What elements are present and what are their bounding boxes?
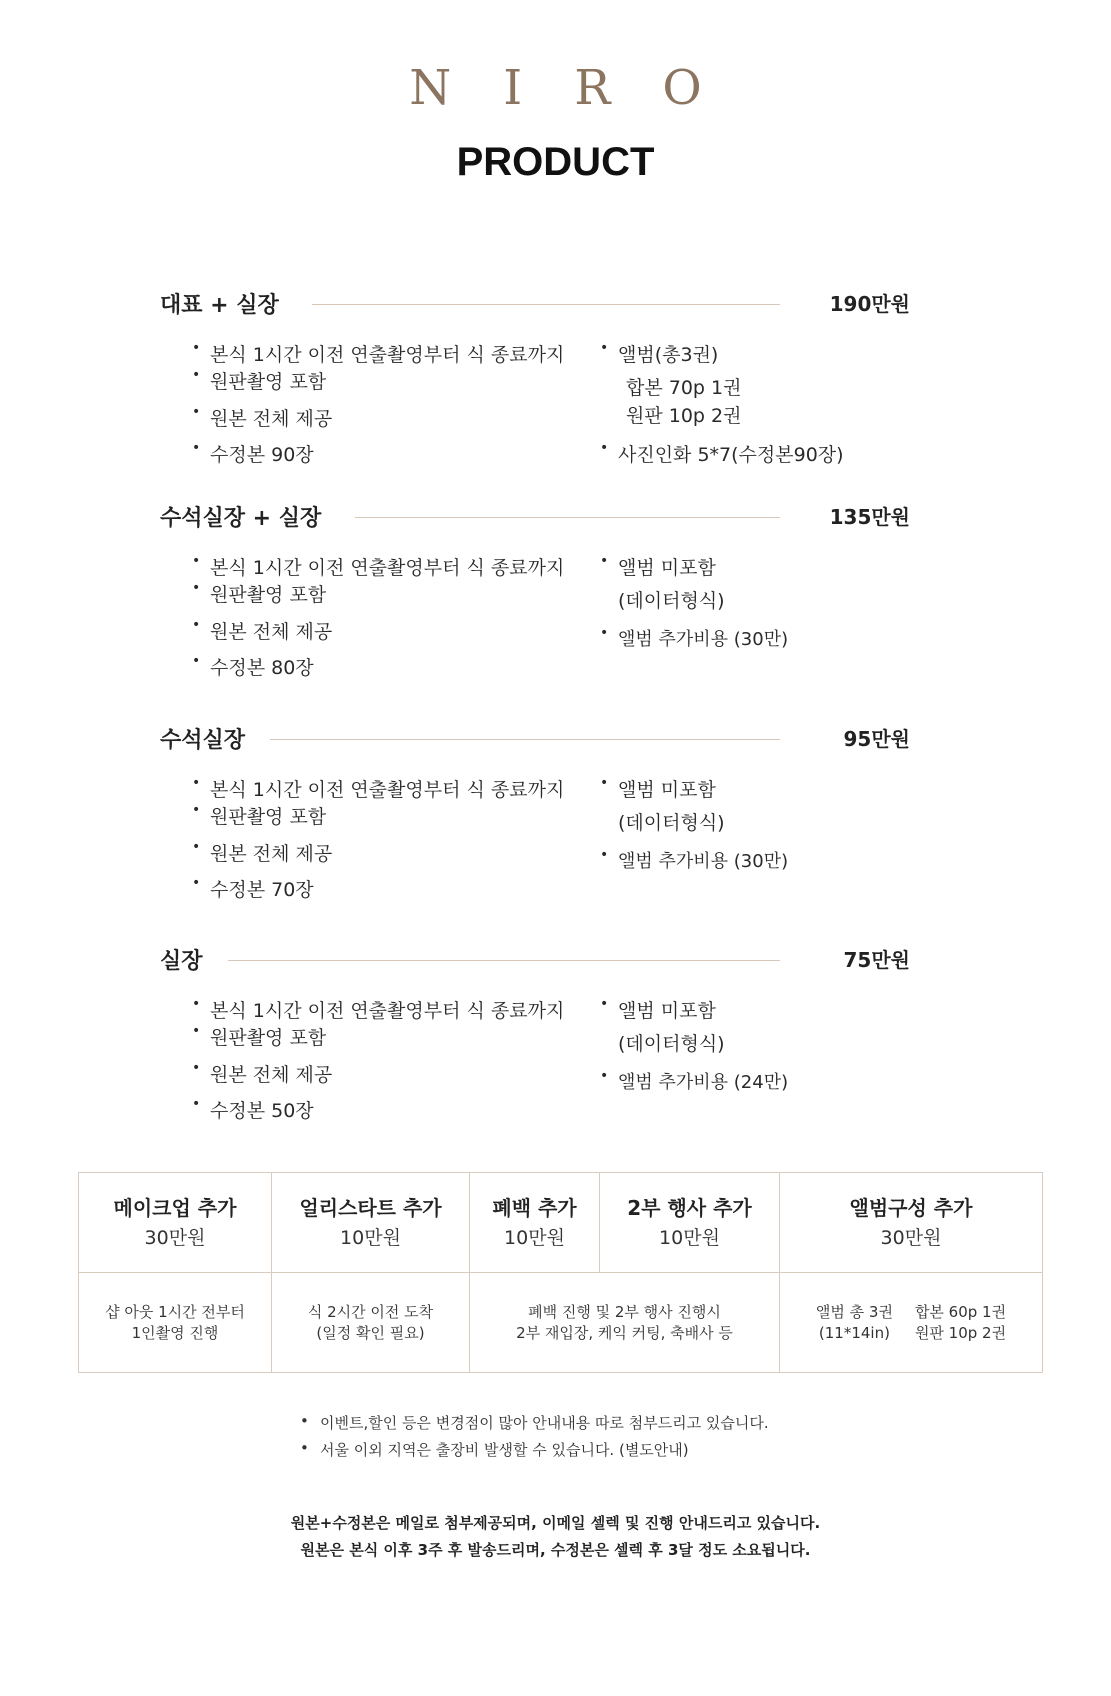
list-subitem: (데이터형식) [618,1033,725,1055]
package-price: 190만원 [829,292,910,316]
list-item: • 원판촬영 포함 [192,580,327,606]
addon-makeup [79,1173,272,1273]
addon-price: 10만원 [340,1226,401,1249]
addon-early-start [272,1173,470,1273]
package-header [160,501,910,535]
list-item: • 앨범 추가비용 (24만) [600,1068,789,1093]
addon-name: 앨범구성 추가 [849,1195,973,1220]
list-subitem: (데이터형식) [618,812,725,834]
list-item: • 사진인화 5*7(수정본90장) [600,440,844,466]
addon-price: 10만원 [659,1226,720,1249]
package-header [160,288,910,322]
package-header [160,944,910,978]
addon-price: 30만원 [880,1226,942,1249]
list-subitem: (데이터형식) [618,590,725,612]
package-2 [160,501,910,679]
list-item: • 원본 전체 제공 [192,1060,333,1086]
addon-description: 앨범 총 3권 (11*14in) 합본 60p 1권 원판 10p 2권 [780,1273,1043,1373]
list-item: • 앨범 추가비용 (30만) [600,847,789,872]
addons-header-row [79,1173,1043,1273]
list-item: • 앨범 미포함 [600,775,716,801]
list-item: • 원판촬영 포함 [192,1023,327,1049]
addons-table [78,1172,1043,1373]
footer-line: 원본+수정본은 메일로 첨부제공되며, 이메일 셀렉 및 진행 안내드리고 있습니다. [290,1514,821,1532]
package-name: 실장 [160,949,203,974]
footer-line: 원본은 본식 이후 3주 후 발송드리며, 수정본은 셀렉 후 3달 정도 소요됩니다. [300,1541,811,1559]
addon-price: 30만원 [144,1226,206,1249]
list-item: • 원본 전체 제공 [192,839,333,865]
list-item: • 원본 전체 제공 [192,617,333,643]
package-1 [160,288,910,466]
list-item: • 수정본 90장 [192,440,314,466]
addons-description-row [79,1273,1043,1373]
addon-description: 식 2시간 이전 도착 (일정 확인 필요) [272,1273,470,1373]
addon-second-event [600,1173,780,1273]
addon-description: 폐백 진행 및 2부 행사 진행시 2부 재입장, 케익 커팅, 축배사 등 [470,1273,780,1373]
list-item: • 본식 1시간 이전 연출촬영부터 식 종료까지 [192,553,565,579]
addon-name: 2부 행사 추가 [627,1195,752,1220]
package-price: 135만원 [829,505,910,529]
addon-name: 폐백 추가 [492,1195,577,1220]
list-item: • 앨범 미포함 [600,996,716,1022]
note-item: • 이벤트,할인 등은 변경점이 많아 안내내용 따로 첨부드리고 있습니다. [300,1412,769,1432]
footer-text [0,1510,1111,1564]
list-item: • 원판촬영 포함 [192,802,327,828]
divider [355,517,780,518]
list-item: • 수정본 50장 [192,1096,314,1122]
addon-name: 얼리스타트 추가 [299,1195,442,1220]
package-price: 95만원 [843,727,910,751]
list-item: • 앨범 미포함 [600,553,716,579]
list-item: • 수정본 70장 [192,875,314,901]
list-item: • 본식 1시간 이전 연출촬영부터 식 종료까지 [192,340,565,366]
package-price: 75만원 [843,948,910,972]
package-name: 대표 + 실장 [160,293,279,318]
addon-name: 메이크업 추가 [113,1195,237,1220]
divider [312,304,780,305]
addon-pyebaek [470,1173,600,1273]
package-4 [160,944,910,1122]
list-subitem: 원판 10p 2권 [626,405,742,427]
divider [228,960,780,961]
list-item: • 앨범 추가비용 (30만) [600,625,789,650]
list-item: • 본식 1시간 이전 연출촬영부터 식 종료까지 [192,996,565,1022]
list-subitem: 합본 70p 1권 [626,377,742,399]
package-name: 수석실장 [160,728,246,753]
package-header [160,723,910,757]
page-title: PRODUCT [456,140,655,184]
list-item: • 원본 전체 제공 [192,404,333,430]
package-name: 수석실장 + 실장 [160,506,322,531]
note-item: • 서울 이외 지역은 출장비 발생할 수 있습니다. (별도안내) [300,1439,689,1459]
addon-description: 샵 아웃 1시간 전부터 1인촬영 진행 [79,1273,272,1373]
divider [270,739,780,740]
list-item: • 수정본 80장 [192,653,314,679]
list-item: • 원판촬영 포함 [192,367,327,393]
notes-list [300,1412,769,1466]
package-3 [160,723,910,901]
list-item: • 본식 1시간 이전 연출촬영부터 식 종료까지 [192,775,565,801]
brand-logo: NIRO [409,60,754,116]
addon-album [780,1173,1043,1273]
list-item: • 앨범(총3권) [600,340,719,366]
addon-price: 10만원 [504,1226,565,1249]
